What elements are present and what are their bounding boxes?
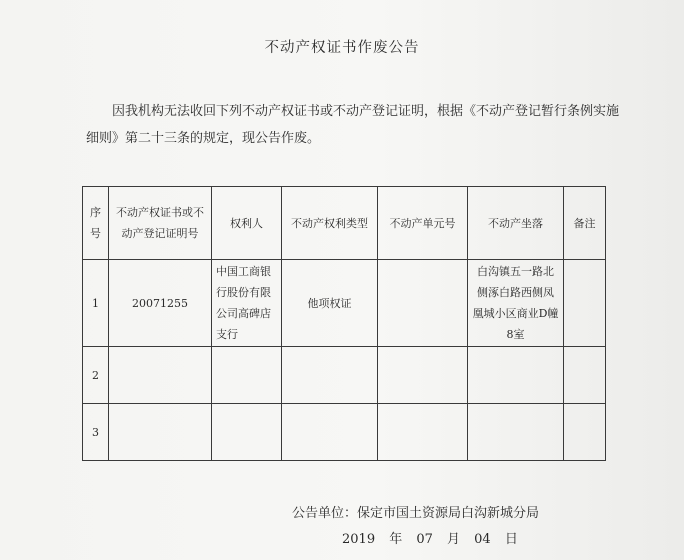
- right-holder: [212, 347, 282, 404]
- unit-number: [378, 404, 468, 461]
- location: 白沟镇五一路北侧涿白路西侧凤凰城小区商业D幢8室: [468, 260, 564, 347]
- header-cell: 不动产权利类型: [282, 187, 378, 260]
- header-cell: 序号: [83, 187, 109, 260]
- header-cell: 权利人: [212, 187, 282, 260]
- header-cell: 不动产坐落: [468, 187, 564, 260]
- table-row: [83, 404, 606, 461]
- remarks: [564, 404, 606, 461]
- notice-paragraph: 因我机构无法收回下列不动产权证书或不动产登记证明，根据《不动产登记暂行条例实施细则》第二十三条的规定，现公告作废。: [86, 104, 620, 146]
- unit-number: [378, 347, 468, 404]
- certificate-number: 20071255: [109, 260, 212, 347]
- document-title: 不动产权证书作废公告: [264, 40, 420, 56]
- certificate-number: [109, 404, 212, 461]
- location: [468, 404, 564, 461]
- right-type: [282, 404, 378, 461]
- issuing-unit: 公告单位：保定市国土资源局白沟新城分局: [292, 506, 540, 521]
- table-header-row: [83, 187, 606, 260]
- unit-number: [378, 260, 468, 347]
- table-row: [83, 260, 606, 347]
- right-type: 他项权证: [282, 260, 378, 347]
- certificate-number: [109, 347, 212, 404]
- row-number: 3: [83, 404, 109, 461]
- header-cell: 备注: [564, 187, 606, 260]
- right-holder: 中国工商银行股份有限公司高碑店支行: [212, 260, 282, 347]
- remarks: [564, 260, 606, 347]
- right-type: [282, 347, 378, 404]
- notice-date: 2019 年 07 月 04 日: [342, 532, 518, 547]
- remarks: [564, 347, 606, 404]
- location: [468, 347, 564, 404]
- table-row: [83, 347, 606, 404]
- header-cell: 不动产单元号: [378, 187, 468, 260]
- certificate-table: [82, 186, 606, 461]
- row-number: 1: [83, 260, 109, 347]
- row-number: 2: [83, 347, 109, 404]
- header-cell: 不动产权证书或不动产登记证明号: [109, 187, 212, 260]
- right-holder: [212, 404, 282, 461]
